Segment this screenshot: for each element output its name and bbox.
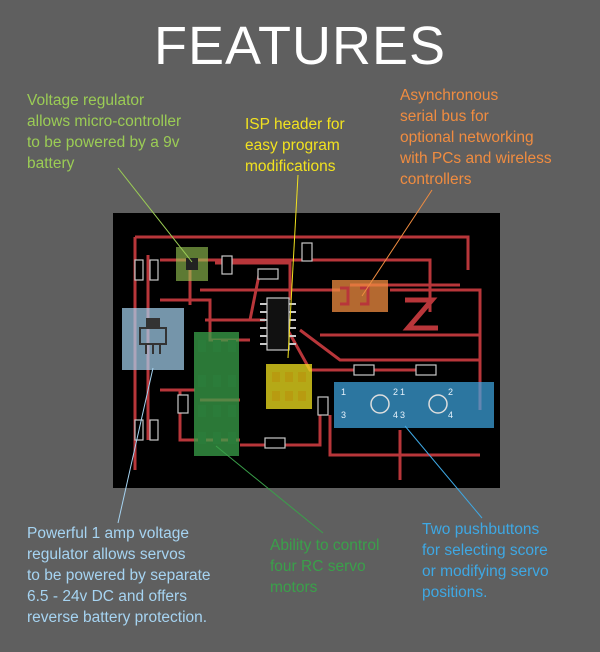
annotation-power-regulator: Powerful 1 amp voltage regulator allows servos to be powered by separate 6.5 - 24v DC and offers reverse battery protection.	[27, 525, 211, 626]
pad-number: 2	[448, 387, 454, 397]
annotation-voltage-regulator: Voltage regulator allows micro-controller to be powered by a 9v battery	[27, 92, 182, 172]
highlight-servo-headers	[194, 332, 239, 456]
annotation-serial-bus: Asynchronous serial bus for optional networking with PCs and wireless controllers	[400, 87, 552, 188]
annotation-pushbuttons: Two pushbuttons for selecting score or modifying servo positions.	[422, 521, 549, 601]
highlight-pushbuttons	[334, 382, 494, 428]
pad-number: 2	[393, 387, 399, 397]
annotation-isp-header: ISP header for easy program modifications	[245, 116, 345, 175]
highlight-voltage-regulator	[176, 247, 208, 281]
highlight-serial-bus	[332, 280, 388, 312]
pad-number: 1	[341, 387, 347, 397]
pad-number: 4	[393, 410, 399, 420]
highlight-isp-header	[266, 364, 312, 409]
pad-number: 3	[400, 410, 406, 420]
pad-number: 4	[448, 410, 454, 420]
pad-number: 3	[341, 410, 347, 420]
highlight-power-regulator	[122, 308, 184, 370]
pad-number: 1	[400, 387, 406, 397]
annotation-servo-control: Ability to control four RC servo motors	[270, 537, 380, 596]
page-title: FEATURES	[153, 16, 447, 76]
